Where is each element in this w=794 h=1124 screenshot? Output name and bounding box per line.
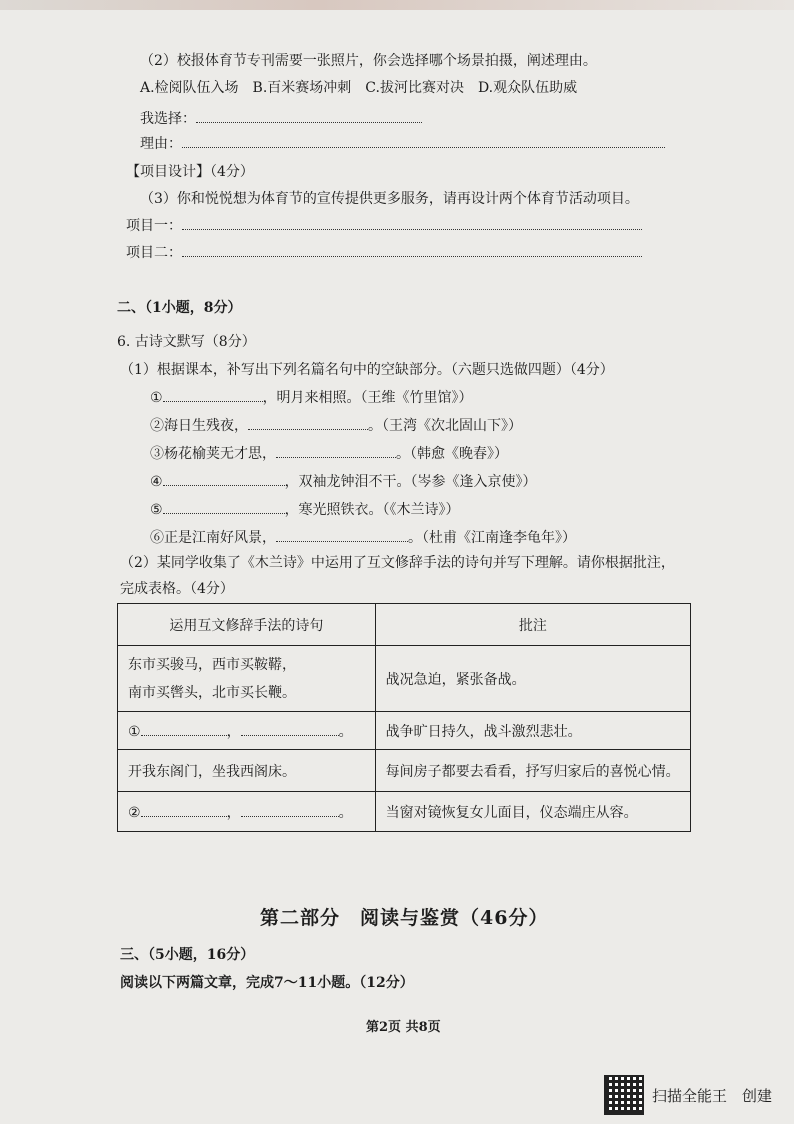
poem-blank-3[interactable] <box>276 445 396 458</box>
q6-sub1: （1）根据课本，补写出下列名篇名句中的空缺部分。（六题只选做四题）（4分） <box>120 362 614 378</box>
table-cell-right: 战况急迫，紧张备战。 <box>375 646 690 712</box>
qr-code-icon <box>604 1075 644 1115</box>
top-edge-strip <box>0 0 794 10</box>
poem-line-5: ⑤ ，寒光照铁衣。（《木兰诗》） <box>150 502 460 518</box>
q6-sub2-b: 完成表格。（4分） <box>120 581 234 597</box>
choose-label: 我选择： <box>140 111 196 127</box>
table-header-right: 批注 <box>375 604 690 646</box>
table-cell-left: ② ， 。 <box>118 792 376 832</box>
item2-label: 项目二： <box>126 245 182 261</box>
table-cell-right: 当窗对镜恢复女儿面目，仪态端庄从容。 <box>375 792 690 832</box>
item2-blank[interactable] <box>182 244 642 257</box>
poem-line-3: ③杨花榆荚无才思， 。（韩愈《晚春》） <box>150 446 508 462</box>
scanner-watermark <box>604 1075 772 1115</box>
reason-row <box>140 133 665 153</box>
item1-label: 项目一： <box>126 218 182 234</box>
table-blank-1b[interactable] <box>241 723 339 736</box>
scanner-text: 扫描全能王 创建 <box>652 1086 773 1105</box>
table-cell-right: 每间房子都要去看看，抒写归家后的喜悦心情。 <box>375 750 690 792</box>
part2-heading: 第二部分 阅读与鉴赏（46分） <box>260 907 549 929</box>
table-cell-left: 开我东阁门，坐我西阁床。 <box>118 750 376 792</box>
table-cell-left: ① ， 。 <box>118 712 376 750</box>
reading-instruction: 阅读以下两篇文章，完成7～11小题。（12分） <box>120 975 414 991</box>
design-title: 【项目设计】（4分） <box>126 164 254 180</box>
table-row <box>118 750 691 792</box>
choose-blank[interactable] <box>196 110 422 123</box>
section3-heading: 三、（5小题，16分） <box>120 947 255 963</box>
item1-row <box>126 215 642 235</box>
item1-blank[interactable] <box>182 217 642 230</box>
table-header-row <box>118 604 691 646</box>
poem-blank-6[interactable] <box>276 529 408 542</box>
page-number: 第2页 共8页 <box>366 1020 441 1035</box>
table-row <box>118 712 691 750</box>
poem-line-1: ① ，明月来相照。（王维《竹里馆》） <box>150 390 473 406</box>
q6-sub2-a: （2）某同学收集了《木兰诗》中运用了互文修辞手法的诗句并写下理解。请你根据批注， <box>120 555 675 571</box>
poem-blank-2[interactable] <box>248 417 368 430</box>
poem-line-4: ④ ，双袖龙钟泪不干。（岑参《逢入京使》） <box>150 474 537 490</box>
reason-label: 理由： <box>140 136 182 152</box>
poem-line-6: ⑥正是江南好风景， 。（杜甫《江南逢李龟年》） <box>150 530 576 546</box>
table-cell-right: 战争旷日持久，战斗激烈悲壮。 <box>375 712 690 750</box>
item2-row <box>126 242 642 262</box>
poem-blank-5[interactable] <box>163 501 285 514</box>
table-header-left: 运用互文修辞手法的诗句 <box>118 604 376 646</box>
table-blank-2b[interactable] <box>241 804 339 817</box>
table-blank-1a[interactable] <box>141 723 227 736</box>
table-row <box>118 792 691 832</box>
q5-sub3: （3）你和悦悦想为体育节的宣传提供更多服务，请再设计两个体育节活动项目。 <box>140 191 639 207</box>
reason-blank[interactable] <box>182 135 665 148</box>
hu-wen-table <box>117 603 691 832</box>
poem-line-2: ②海日生残夜， 。（王湾《次北固山下》） <box>150 418 522 434</box>
q6-title: 6. 古诗文默写（8分） <box>117 334 256 350</box>
choose-row <box>140 108 422 128</box>
table-cell-left: 东市买骏马，西市买鞍鞯， 南市买辔头，北市买长鞭。 <box>118 646 376 712</box>
poem-blank-1[interactable] <box>163 389 263 402</box>
section2-heading: 二、（1小题，8分） <box>117 300 242 316</box>
q5-sub2: （2）校报体育节专刊需要一张照片，你会选择哪个场景拍摄，阐述理由。 <box>140 53 597 69</box>
table-row <box>118 646 691 712</box>
q5-options: A.检阅队伍入场 B.百米赛场冲刺 C.拔河比赛对决 D.观众队伍助威 <box>140 80 578 96</box>
poem-blank-4[interactable] <box>163 473 285 486</box>
table-blank-2a[interactable] <box>141 804 227 817</box>
